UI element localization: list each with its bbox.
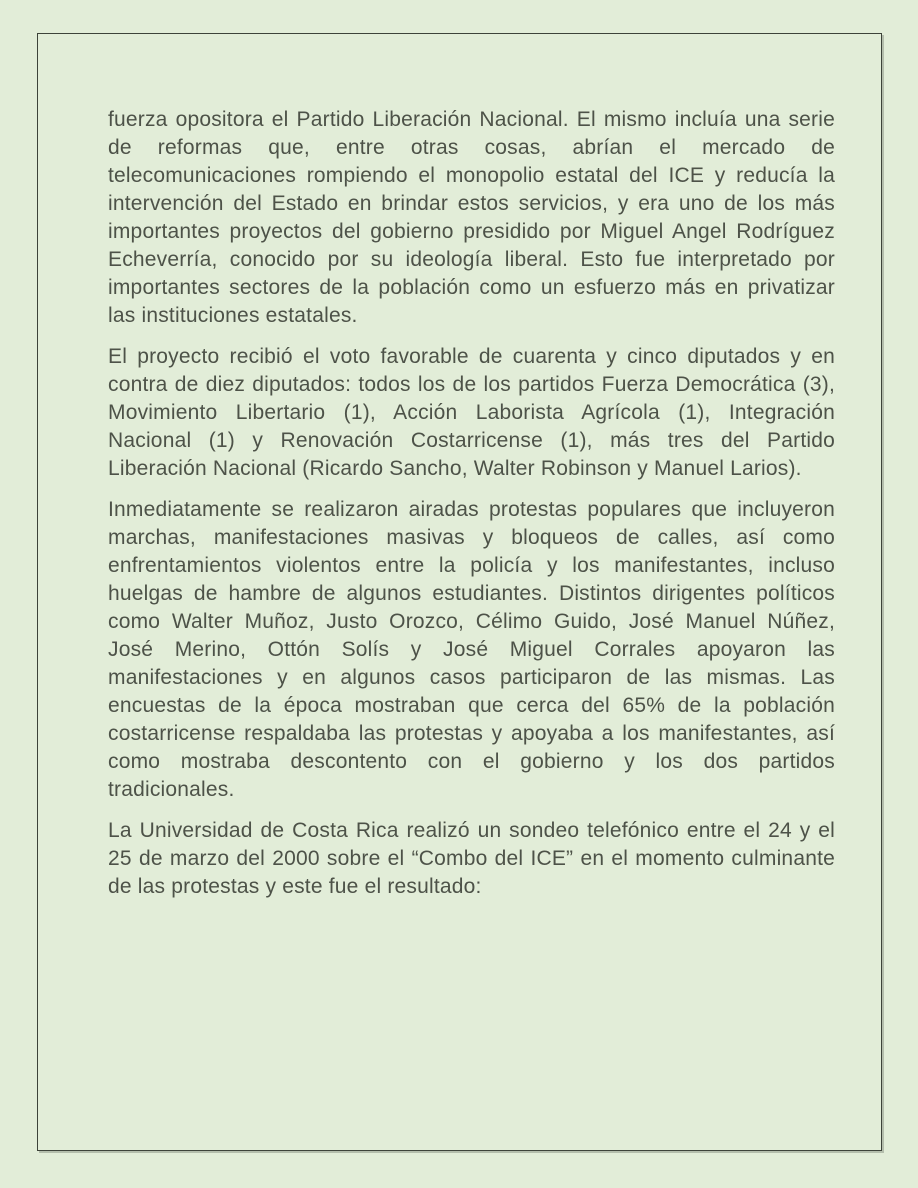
- paragraph-3: Inmediatamente se realizaron airadas protestas populares que incluyeron marchas, manifestaciones masivas y bloqueos de calles, así como enfrentamientos violentos entre la policía y los manifestantes, incluso huelgas de hambre de algunos estudiantes. Distintos dirigentes políticos como Walter Muñoz, Justo Orozco, Célimo Guido, José Manuel Núñez, José Merino, Ottón Solís y José Miguel Corrales apoyaron las manifestaciones y en algunos casos participaron de las mismas. Las encuestas de la época mostraban que cerca del 65% de la población costarricense respaldaba las protestas y apoyaba a los manifestantes, así como mostraba descontento con el gobierno y los dos partidos tradicionales.: [108, 498, 835, 801]
- paragraph-1: fuerza opositora el Partido Liberación Nacional. El mismo incluía una serie de reformas que, entre otras cosas, abrían el mercado de telecomunicaciones rompiendo el monopolio estatal del ICE y reducía la intervención del Estado en brindar estos servicios, y era uno de los más importantes proyectos del gobierno presidido por Miguel Angel Rodríguez Echeverría, conocido por su ideología liberal. Esto fue interpretado por importantes sectores de la población como un esfuerzo más en privatizar las instituciones estatales.: [108, 108, 835, 327]
- page-border-frame: [37, 33, 882, 1151]
- paragraph-4: La Universidad de Costa Rica realizó un sondeo telefónico entre el 24 y el 25 de marzo del 2000 sobre el “Combo del ICE” en el momento culminante de las protestas y este fue el resultado:: [108, 819, 835, 898]
- paragraph-2: El proyecto recibió el voto favorable de cuarenta y cinco diputados y en contra de diez diputados: todos los de los partidos Fuerza Democrática (3), Movimiento Libertario (1), Acción Laborista Agrícola (1), Integración Nacional (1) y Renovación Costarricense (1), más tres del Partido Liberación Nacional (Ricardo Sancho, Walter Robinson y Manuel Larios).: [108, 345, 835, 480]
- text-content: [38, 34, 881, 914]
